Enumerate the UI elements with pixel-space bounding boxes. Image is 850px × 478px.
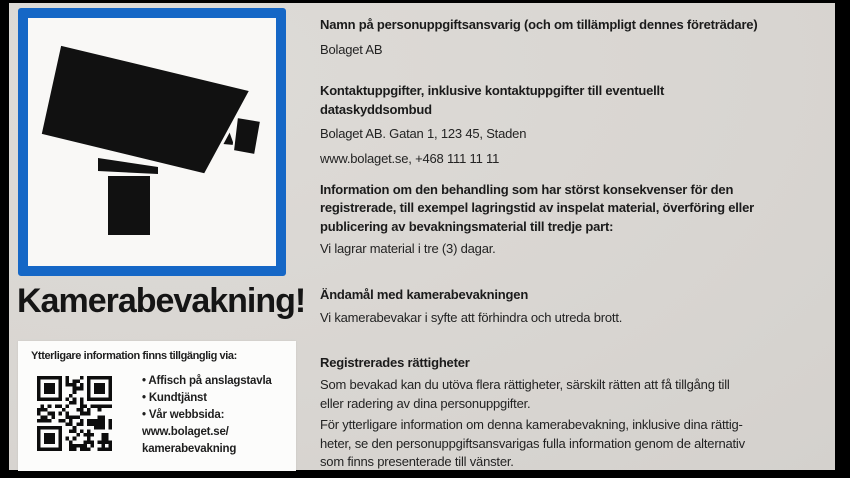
info-box-heading: Ytterligare information finns tillgänglig via:: [31, 350, 237, 362]
controller-name: Bolaget AB: [320, 41, 383, 57]
more-info-box: [18, 341, 296, 471]
contact-web-phone: www.bolaget.se, +468 111 11 11: [320, 151, 500, 166]
list-item: • Kundtjänst: [142, 390, 272, 407]
info-channel-list: [142, 373, 272, 458]
retention-statement: Vi lagrar material i tre (3) dagar.: [320, 241, 496, 256]
cctv-camera-icon: [28, 18, 276, 266]
section-heading-controller: Namn på personuppgiftsansvarig (och om tillämpligt dennes företrädare): [320, 17, 758, 32]
list-item: • Affisch på anslagstavla: [142, 373, 272, 390]
contact-address: Bolaget AB. Gatan 1, 123 45, Staden: [320, 126, 527, 141]
section-heading-contact: Kontaktuppgifter, inklusive kontaktuppgifter till eventuellt dataskyddsombud: [320, 83, 665, 117]
website-url-line: www.bolaget.se/: [142, 426, 229, 438]
section-heading-purpose: Ändamål med kamerabevakningen: [320, 286, 529, 302]
further-info-statement: För ytterligare information om denna kamerabevakning, inklusive dina rättig- heter, se den personuppgiftsansvarigas fulla information genom de alternativ som finns presenterade till vänster.: [320, 417, 745, 469]
section-heading-rights: Registrerades rättigheter: [320, 354, 470, 370]
qr-code-icon: [37, 376, 112, 451]
list-item: • Vår webbsida:: [142, 407, 272, 424]
website-url-line: kamerabevakning: [142, 443, 237, 455]
section-heading-processing: Information om den behandling som har störst konsekvenser för den registrerade, till exempel lagringstid av inspelat material, överföring eller publicering av bevakningsmaterial till tredje part:: [320, 181, 754, 234]
details-column: [320, 16, 850, 472]
purpose-statement: Vi kamerabevakar i syfte att förhindra och utreda brott.: [320, 310, 623, 325]
sign-background: [9, 3, 835, 470]
sign-title: Kamerabevakning!: [17, 282, 306, 320]
camera-warning-sign: [18, 8, 286, 276]
rights-statement: Som bevakad kan du utöva flera rättigheter, särskilt rätten att få tillgång till eller radering av dina personuppgifter.: [320, 377, 730, 411]
